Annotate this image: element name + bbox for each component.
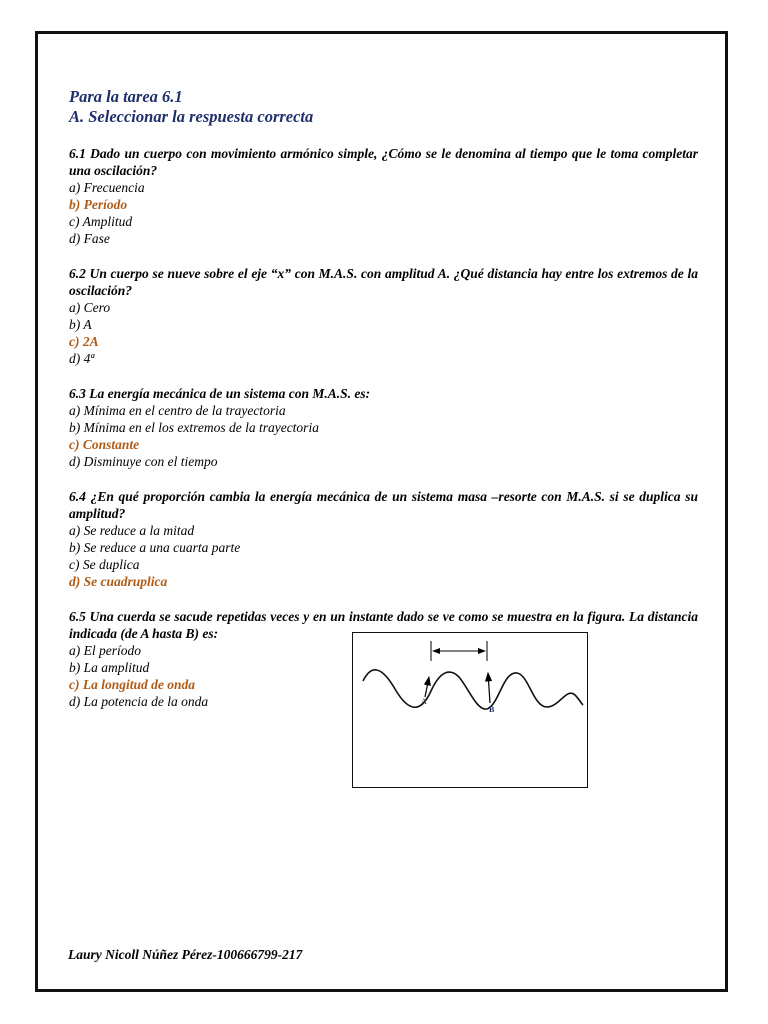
option-b: b) Se reduce a una cuarta parte	[69, 540, 241, 555]
question-6-3	[69, 385, 698, 470]
option-b-correct: b) Período	[69, 197, 128, 212]
option-a: a) Mínima en el centro de la trayectoria	[69, 403, 286, 418]
option-c: c) Se duplica	[69, 557, 140, 572]
option-d: d) La potencia de la onda	[69, 694, 209, 709]
section-instruction: A. Seleccionar la respuesta correcta	[69, 107, 314, 126]
option-a: a) Frecuencia	[69, 180, 145, 195]
task-title: Para la tarea 6.1	[69, 87, 183, 106]
question-text: 6.5 Una cuerda se sacude repetidas veces y en un instante dado se ve como se muestra en la figura. La distancia indicada (de A hasta B) es:	[69, 609, 698, 641]
option-c-correct: c) Constante	[69, 437, 140, 452]
question-text: 6.2 Un cuerpo se nueve sobre el eje “x” con M.A.S. con amplitud A. ¿Qué distancia hay entre los extremos de la oscilación?	[69, 266, 698, 298]
option-a: a) Cero	[69, 300, 111, 315]
wave-diagram	[353, 633, 589, 789]
option-b: b) La amplitud	[69, 660, 150, 675]
pointer-a	[425, 677, 429, 697]
option-b: b) Mínima en el los extremos de la trayectoria	[69, 420, 319, 435]
wave-curve	[363, 670, 583, 709]
question-6-4	[69, 488, 698, 590]
document-content	[69, 87, 698, 710]
label-a: A	[421, 697, 427, 706]
option-d: d) 4ª	[69, 351, 95, 366]
question-6-1	[69, 145, 698, 247]
option-d: d) Fase	[69, 231, 110, 246]
author-footer: Laury Nicoll Núñez Pérez-100666799-217	[68, 947, 303, 962]
question-text: 6.4 ¿En qué proporción cambia la energía mecánica de un sistema masa –resorte con M.A.S. si se duplica su amplitud?	[69, 489, 698, 521]
option-c-correct: c) 2A	[69, 334, 99, 349]
question-text: 6.1 Dado un cuerpo con movimiento armónico simple, ¿Cómo se le denomina al tiempo que le toma completar una oscilación?	[69, 146, 698, 178]
question-6-2	[69, 265, 698, 367]
option-d: d) Disminuye con el tiempo	[69, 454, 218, 469]
option-a: a) El período	[69, 643, 141, 658]
pointer-b	[488, 673, 490, 703]
wave-figure	[352, 632, 588, 788]
option-c: c) Amplitud	[69, 214, 133, 229]
option-a: a) Se reduce a la mitad	[69, 523, 195, 538]
question-text: 6.3 La energía mecánica de un sistema con M.A.S. es:	[69, 386, 371, 401]
option-d-correct: d) Se cuadruplica	[69, 574, 168, 589]
option-c-correct: c) La longitud de onda	[69, 677, 196, 692]
option-b: b) A	[69, 317, 92, 332]
label-b: B	[489, 705, 495, 714]
